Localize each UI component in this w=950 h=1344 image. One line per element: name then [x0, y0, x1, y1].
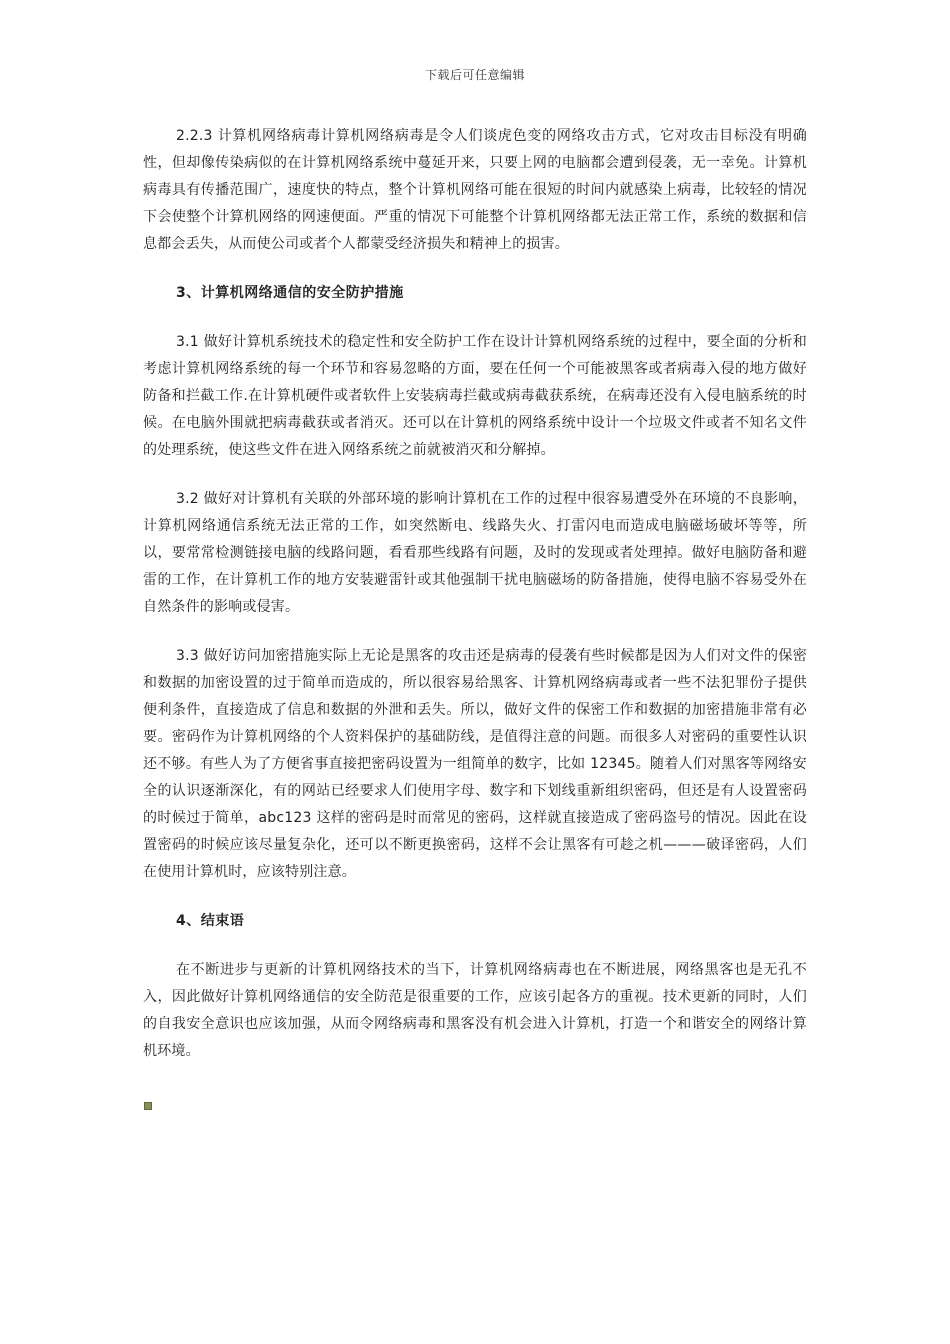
section-heading-3: 3、计算机网络通信的安全防护措施 [176, 285, 404, 301]
document-body [143, 123, 807, 1065]
page-header: 下载后可任意编辑 [424, 68, 525, 82]
paragraph-3-2: 3.2 做好对计算机有关联的外部环境的影响计算机在工作的过程中很容易遭受外在环境的不良影响，计算机网络通信系统无法正常的工作，如突然断电、线路失火、打雷闪电而造成电脑磁场破坏等等，所以，要常常检测链接电脑的线路问题，看看那些线路有问题，及时的发现或者处理掉。做好电脑防备和避雷的工作，在计算机工作的地方安装避雷针或其他强制干扰电脑磁场的防备措施，使得电脑不容易受外在自然条件的影响或侵害。 [143, 491, 807, 615]
paragraph-3-3: 3.3 做好访问加密措施实际上无论是黑客的攻击还是病毒的侵袭有些时候都是因为人们对文件的保密和数据的加密设置的过于简单而造成的，所以很容易给黑客、计算机网络病毒或者一些不法犯罪份子提供便利条件，直接造成了信息和数据的外泄和丢失。所以，做好文件的保密工作和数据的加密措施非常有必要。密码作为计算机网络的个人资料保护的基础防线，是值得注意的问题。而很多人对密码的重要性认识还不够。有些人为了方便省事直接把密码设置为一组简单的数字，比如 12345。随着人们对黑客等网络安全的认识逐渐深化，有的网站已经要求人们使用字母、数字和下划线重新组织密码，但还是有人设置密码的时候过于简单，abc123 这样的密码是时而常见的密码，这样就直接造成了密码盗号的情况。因此在设置密码的时候应该尽量复杂化，还可以不断更换密码，这样不会让黑客有可趁之机———破译密码，人们在使用计算机时，应该特别注意。 [143, 648, 807, 880]
small-image-icon [144, 1102, 152, 1110]
paragraph-4-conclusion: 在不断进步与更新的计算机网络技术的当下，计算机网络病毒也在不断进展，网络黑客也是无孔不入，因此做好计算机网络通信的安全防范是很重要的工作，应该引起各方的重视。技术更新的同时，人们的自我安全意识也应该加强，从而令网络病毒和黑客没有机会进入计算机，打造一个和谐安全的网络计算机环境。 [143, 962, 807, 1059]
paragraph-2-2-3: 2.2.3 计算机网络病毒计算机网络病毒是令人们谈虎色变的网络攻击方式，它对攻击目标没有明确性，但却像传染病似的在计算机网络系统中蔓延开来，只要上网的电脑都会遭到侵袭，无一幸免。计算机病毒具有传播范围广，速度快的特点，整个计算机网络可能在很短的时间内就感染上病毒，比较轻的情况下会使整个计算机网络的网速便面。严重的情况下可能整个计算机网络都无法正常工作，系统的数据和信息都会丢失，从而使公司或者个人都蒙受经济损失和精神上的损害。 [143, 128, 807, 252]
section-heading-4: 4、结束语 [176, 913, 245, 929]
paragraph-3-1: 3.1 做好计算机系统技术的稳定性和安全防护工作在设计计算机网络系统的过程中，要全面的分析和考虑计算机网络系统的每一个环节和容易忽略的方面，要在任何一个可能被黑客或者病毒入侵的地方做好防备和拦截工作.在计算机硬件或者软件上安装病毒拦截或病毒截获系统，在病毒还没有入侵电脑系统的时候。在电脑外围就把病毒截获或者消灭。还可以在计算机的网络系统中设计一个垃圾文件或者不知名文件的处理系统，使这些文件在进入网络系统之前就被消灭和分解掉。 [143, 334, 807, 458]
